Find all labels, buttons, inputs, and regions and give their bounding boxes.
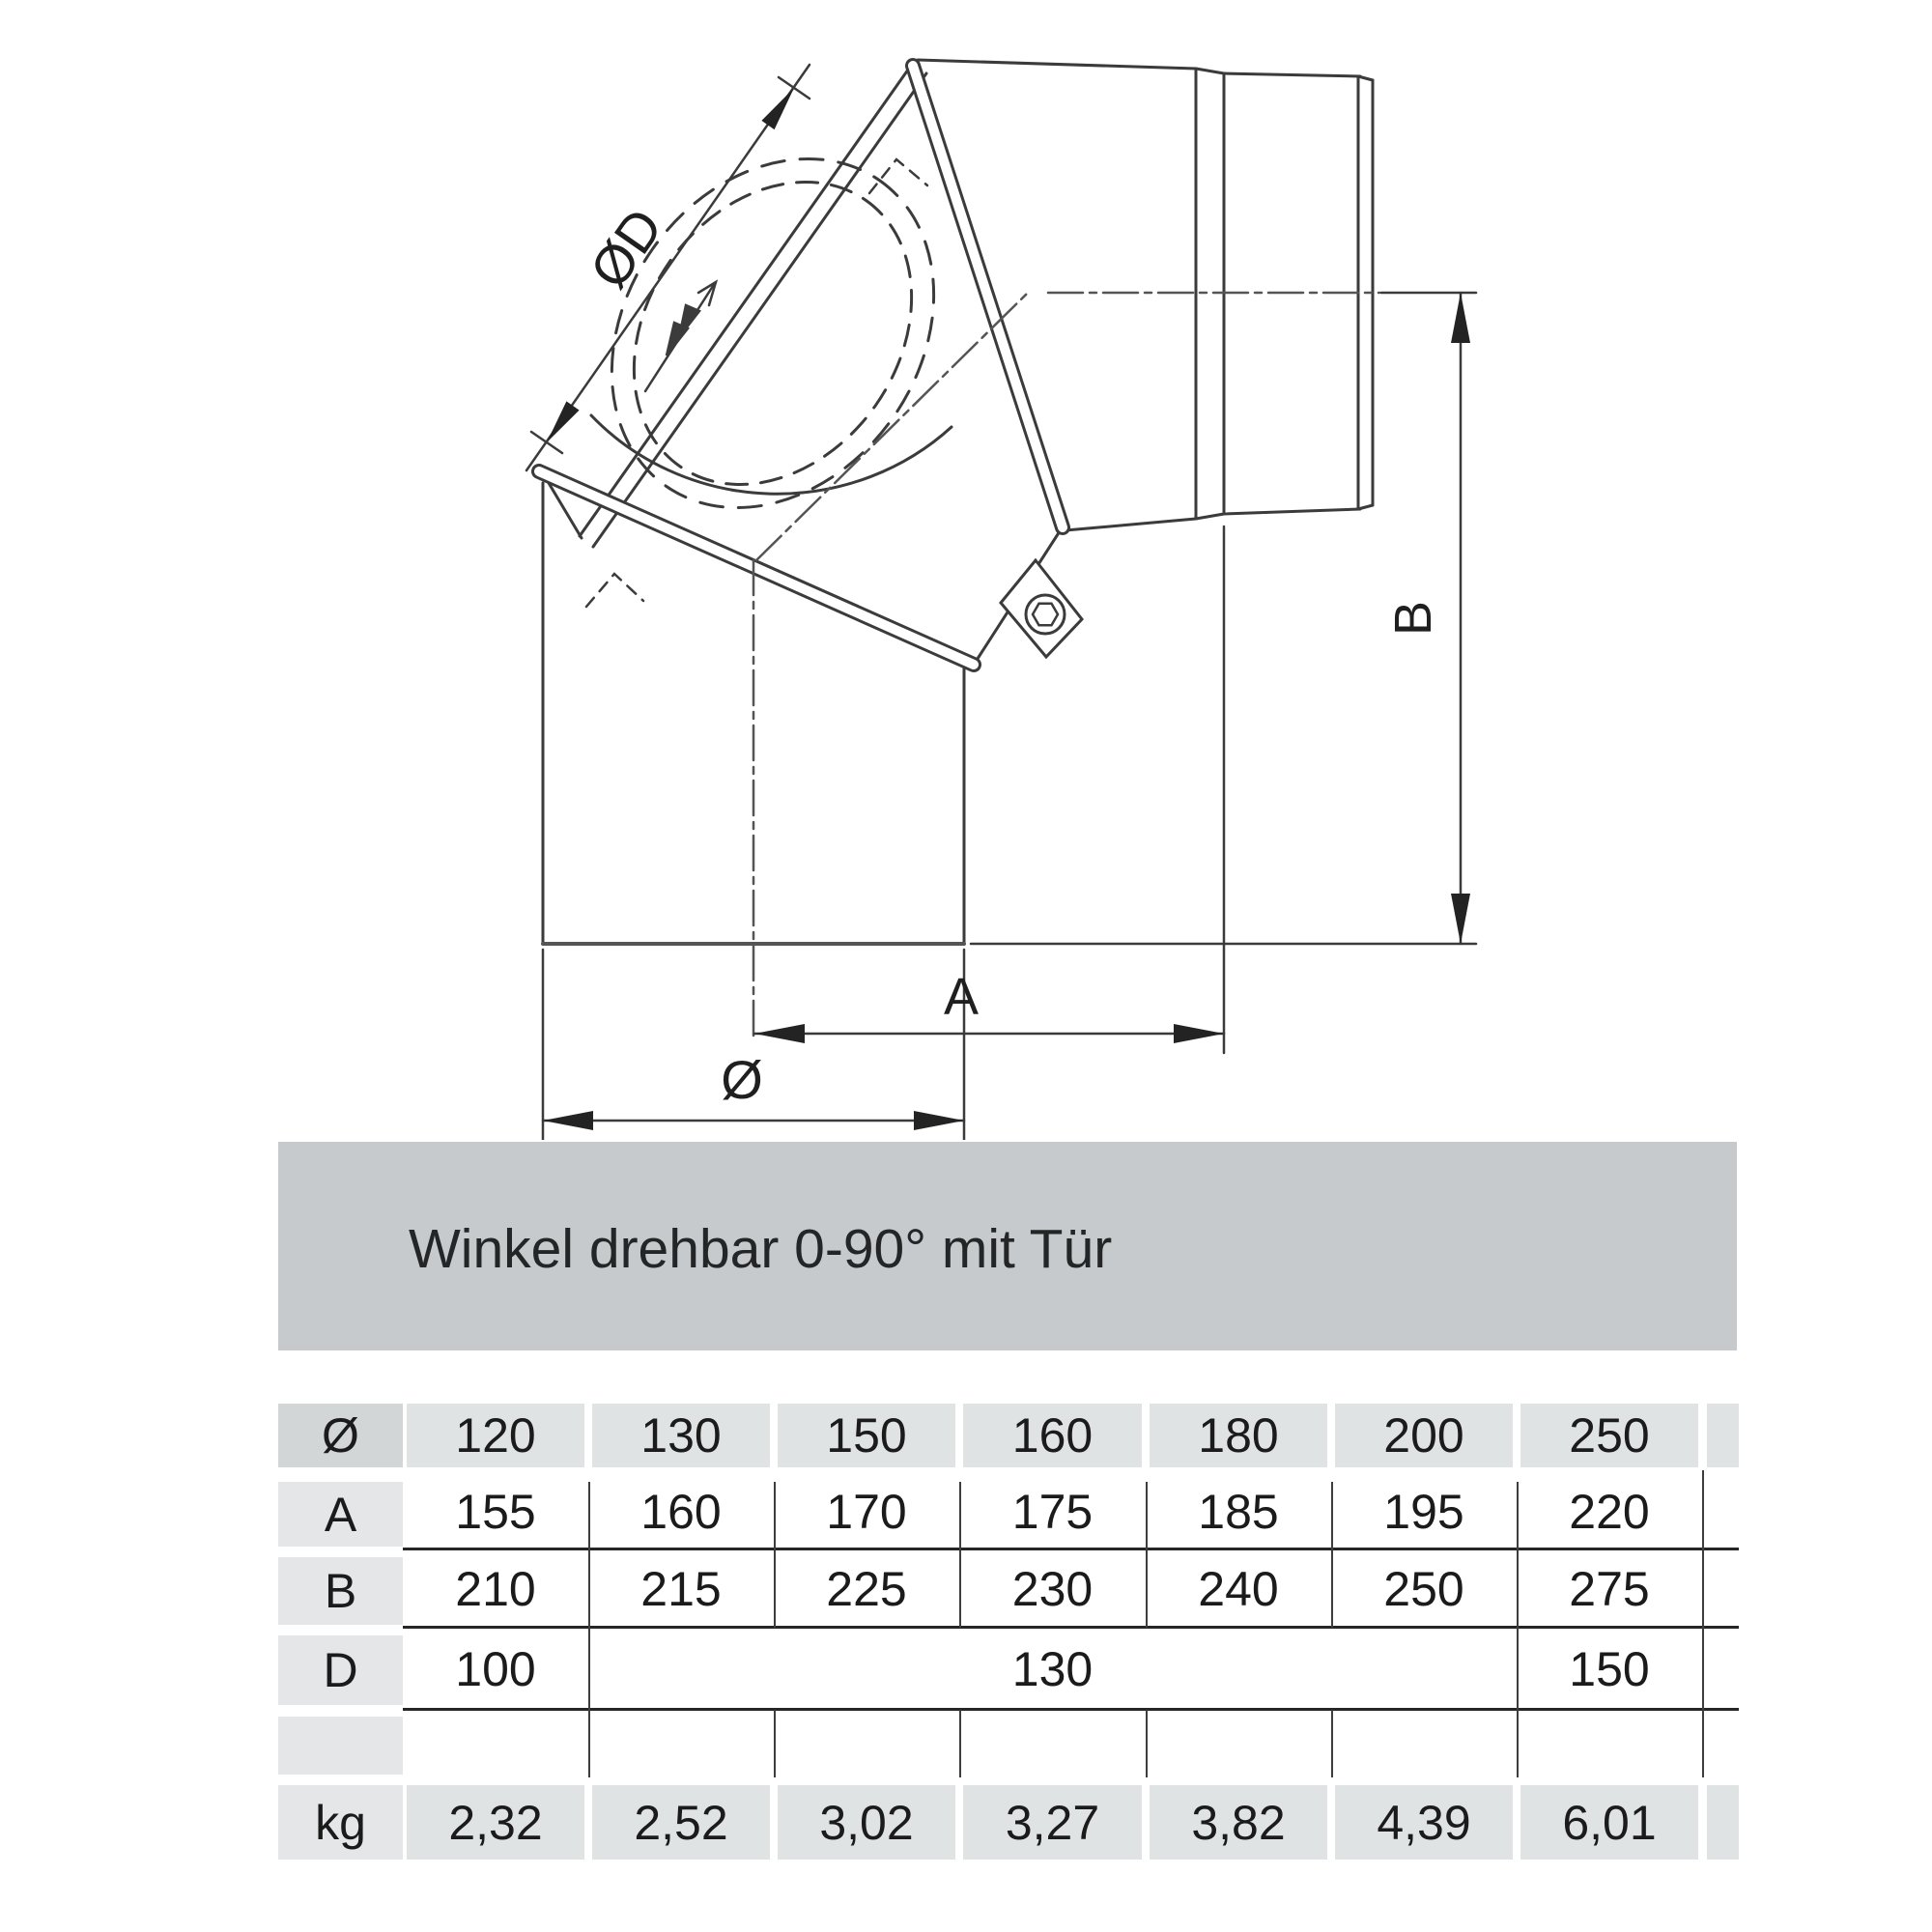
kg-value: 6,01 bbox=[1562, 1795, 1657, 1850]
label-diameter-pipe: Ø bbox=[721, 1049, 763, 1110]
row-b-label: B bbox=[324, 1564, 357, 1618]
header-value: 200 bbox=[1383, 1408, 1464, 1463]
row-b-value: 215 bbox=[640, 1561, 722, 1616]
product-title: Winkel drehbar 0-90° mit Tür bbox=[409, 1218, 1113, 1280]
row-a-value: 175 bbox=[1011, 1484, 1094, 1539]
kg-row-label: kg bbox=[315, 1795, 366, 1850]
kg-value: 4,39 bbox=[1377, 1795, 1471, 1850]
header-value: 150 bbox=[826, 1408, 907, 1463]
inlet-rim bbox=[543, 63, 926, 547]
row-a-value: 160 bbox=[640, 1484, 722, 1539]
header-row-label: Ø bbox=[322, 1408, 359, 1463]
table-divider bbox=[1331, 1710, 1333, 1777]
kg-value: 2,32 bbox=[448, 1795, 543, 1850]
table-divider bbox=[1702, 1470, 1704, 1777]
center-lines bbox=[753, 292, 1379, 1036]
door-direction-arrow-icon bbox=[645, 282, 716, 391]
header-value: 180 bbox=[1198, 1408, 1279, 1463]
row-b-value: 210 bbox=[455, 1561, 536, 1616]
table-divider bbox=[774, 1710, 776, 1777]
row-b-value: 275 bbox=[1569, 1561, 1650, 1616]
row-a-value: 195 bbox=[1383, 1484, 1464, 1539]
label-diameter-door: ØD bbox=[578, 197, 674, 299]
header-value: 250 bbox=[1569, 1408, 1650, 1463]
product-title-banner bbox=[278, 1142, 1737, 1350]
row-label-cell-empty bbox=[278, 1717, 403, 1775]
row-d-first: 100 bbox=[455, 1641, 536, 1696]
row-d-middle: 130 bbox=[1011, 1641, 1094, 1696]
row-d-last: 150 bbox=[1569, 1641, 1650, 1696]
row-a-value: 155 bbox=[455, 1484, 536, 1539]
label-dim-a: A bbox=[943, 968, 980, 1026]
kg-cell-partial bbox=[1707, 1785, 1739, 1860]
kg-value: 3,27 bbox=[1005, 1795, 1100, 1850]
label-dim-b: B bbox=[1384, 600, 1442, 637]
joint-seams bbox=[539, 66, 1063, 665]
row-a-value: 170 bbox=[826, 1484, 907, 1539]
header-value: 120 bbox=[455, 1408, 536, 1463]
header-value: 160 bbox=[1011, 1408, 1094, 1463]
locking-screw-tab bbox=[1001, 560, 1082, 657]
kg-value: 2,52 bbox=[634, 1795, 728, 1850]
header-value: 130 bbox=[640, 1408, 722, 1463]
row-b-value: 250 bbox=[1383, 1561, 1464, 1616]
row-b-value: 240 bbox=[1198, 1561, 1279, 1616]
row-d-label: D bbox=[323, 1643, 358, 1697]
dimension-b bbox=[1451, 293, 1470, 944]
row-a-label: A bbox=[324, 1487, 357, 1542]
kg-value: 3,82 bbox=[1191, 1795, 1286, 1850]
table-divider bbox=[1146, 1710, 1148, 1777]
dimension-diameter-pipe bbox=[543, 1111, 964, 1130]
table-divider bbox=[959, 1710, 961, 1777]
header-cell-partial bbox=[1707, 1404, 1739, 1467]
row-a-value: 220 bbox=[1569, 1484, 1650, 1539]
row-b-value: 230 bbox=[1011, 1561, 1094, 1616]
row-b-value: 225 bbox=[826, 1561, 907, 1616]
kg-value: 3,02 bbox=[819, 1795, 914, 1850]
row-a-value: 185 bbox=[1198, 1484, 1279, 1539]
door-outline bbox=[546, 97, 1000, 607]
dimension-a bbox=[754, 1024, 1224, 1043]
